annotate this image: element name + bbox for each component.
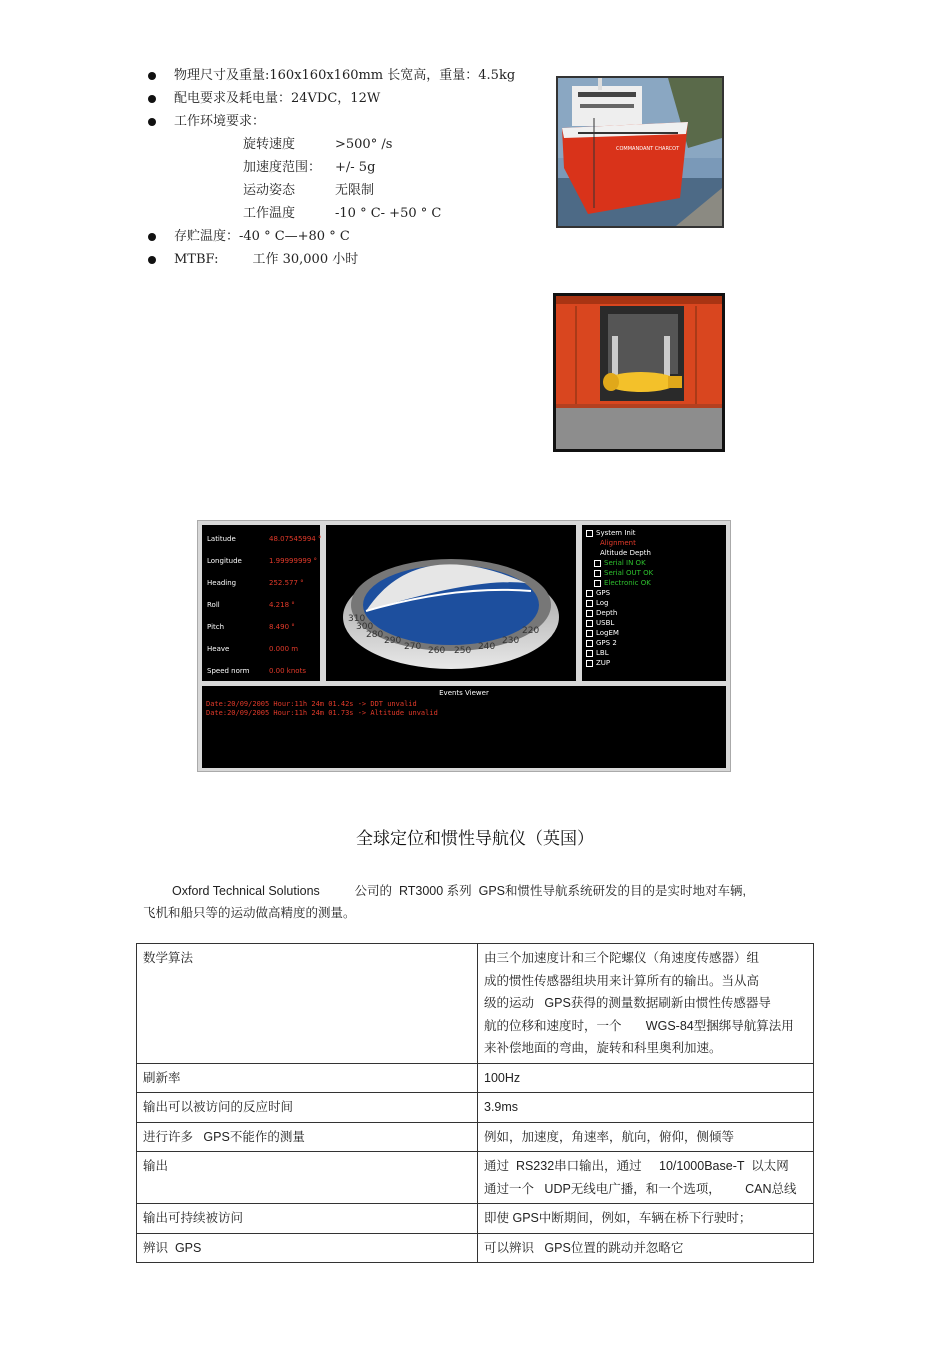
table-row bbox=[137, 944, 814, 1064]
events-viewer-title: Events Viewer bbox=[439, 689, 489, 697]
env-rotation: 旋转速度 >500° /s bbox=[243, 137, 393, 152]
table-cell-label: 进行许多 GPS不能作的测量 bbox=[137, 1122, 478, 1152]
intro-line-1: Oxford Technical Solutions 公司的 RT3000 系列 GPS和惯性导航系统研发的目的是实时地对车辆, bbox=[172, 884, 746, 898]
bullet-icon bbox=[148, 95, 156, 103]
table-cell-value: 例如，加速度，角速率，航向，俯仰，侧倾等 bbox=[478, 1122, 814, 1152]
tree-item-log[interactable]: Log bbox=[586, 599, 609, 607]
event-line: Date:20/09/2005 Hour:11h 24m 01.73s -> Altitude unvalid bbox=[206, 709, 438, 717]
checkbox-icon bbox=[586, 610, 593, 617]
table-row bbox=[137, 1152, 814, 1204]
compass-tick-label: 300 bbox=[356, 622, 374, 632]
section-title: 全球定位和惯性导航仪（英国） bbox=[356, 829, 594, 849]
readout-roll: Roll 4.218 ° bbox=[207, 601, 295, 609]
spec-storage: 存贮温度：-40 ° C—+80 ° C bbox=[148, 225, 350, 244]
compass-tick-label: 280 bbox=[366, 630, 384, 640]
tree-item-usbl[interactable]: USBL bbox=[586, 619, 614, 627]
tree-item-lbl[interactable]: LBL bbox=[586, 649, 609, 657]
table-cell-label: 刷新率 bbox=[137, 1063, 478, 1093]
readout-heave: Heave 0.000 m bbox=[207, 645, 299, 653]
compass-tick-label: 270 bbox=[404, 642, 422, 652]
checkbox-icon bbox=[594, 580, 601, 587]
tree-item-serial-in[interactable]: Serial IN OK bbox=[594, 559, 646, 567]
spec-table bbox=[136, 943, 814, 1263]
checkbox-icon bbox=[594, 570, 601, 577]
readout-speed-norm: Speed norm 0.00 knots bbox=[207, 667, 306, 675]
readouts-panel bbox=[202, 525, 320, 681]
navigation-software-screenshot bbox=[197, 520, 731, 772]
tree-item-serial-out[interactable]: Serial OUT OK bbox=[594, 569, 653, 577]
checkbox-icon bbox=[594, 560, 601, 567]
readout-longitude: Longitude 1.99999999 ° bbox=[207, 557, 318, 565]
spec-power: 配电要求及耗电量：24VDC，12W bbox=[148, 87, 380, 106]
compass-tick-label: 240 bbox=[478, 642, 496, 652]
checkbox-icon bbox=[586, 640, 593, 647]
readout-pitch: Pitch 8.490 ° bbox=[207, 623, 295, 631]
table-cell-label: 辨识 GPS bbox=[137, 1233, 478, 1263]
checkbox-icon bbox=[586, 600, 593, 607]
compass-tick-label: 310 bbox=[348, 614, 366, 624]
table-row bbox=[137, 1233, 814, 1263]
table-row bbox=[137, 1093, 814, 1123]
table-cell-value: 即使 GPS中断期间，例如，车辆在桥下行驶时； bbox=[478, 1204, 814, 1234]
table-cell-label: 数学算法 bbox=[137, 944, 478, 1064]
tree-item-alignment[interactable]: Alignment bbox=[600, 539, 636, 547]
env-motion: 运动姿态 无限制 bbox=[243, 183, 375, 198]
table-cell-label: 输出可持续被访问 bbox=[137, 1204, 478, 1234]
spec-environment: 工作环境要求： bbox=[148, 110, 265, 129]
readout-heading: Heading 252.577 ° bbox=[207, 579, 304, 587]
tree-item-logem[interactable]: LogEM bbox=[586, 629, 619, 637]
table-cell-value: 由三个加速度计和三个陀螺仪（角速度传感器）组 成的惯性传感器组块用来计算所有的输出。当从高 级的运动 GPS获得的测量数据刷新由惯性传感器导 航的位移和速度时，一个 WGS-84型捆绑导航算法用 来补偿地面的弯曲，旋转和科里奥利加速。 bbox=[478, 944, 814, 1064]
bullet-icon bbox=[148, 118, 156, 126]
compass-tick-label: 230 bbox=[502, 636, 520, 646]
bullet-icon bbox=[148, 256, 156, 264]
env-acceleration: 加速度范围： +/- 5g bbox=[243, 160, 376, 175]
ship-image bbox=[558, 78, 722, 226]
compass-tick-label: 260 bbox=[428, 646, 446, 656]
checkbox-icon bbox=[586, 530, 593, 537]
event-line: Date:20/09/2005 Hour:11h 24m 01.42s -> DDT unvalid bbox=[206, 700, 417, 708]
table-cell-label: 输出可以被访问的反应时间 bbox=[137, 1093, 478, 1123]
submersible-image bbox=[556, 296, 722, 449]
table-row bbox=[137, 1122, 814, 1152]
bullet-icon bbox=[148, 233, 156, 241]
attitude-compass bbox=[326, 525, 576, 681]
compass-tick-label: 250 bbox=[454, 646, 472, 656]
checkbox-icon bbox=[586, 620, 593, 627]
tree-item-depth[interactable]: Depth bbox=[586, 609, 617, 617]
tree-item-gps[interactable]: GPS bbox=[586, 589, 610, 597]
tree-item-system-init[interactable]: System Init bbox=[586, 529, 636, 537]
spec-size-weight: 物理尺寸及重量:160x160x160mm 长宽高，重量：4.5kg bbox=[148, 64, 515, 83]
tree-item-altitude-depth[interactable]: Altitude Depth bbox=[600, 549, 651, 557]
tree-item-gps2[interactable]: GPS 2 bbox=[586, 639, 617, 647]
tree-item-electronic[interactable]: Electronic OK bbox=[594, 579, 651, 587]
table-cell-label: 输出 bbox=[137, 1152, 478, 1204]
intro-line-2: 飞机和船只等的运动做高精度的测量。 bbox=[143, 906, 356, 920]
bullet-icon bbox=[148, 72, 156, 80]
system-status-tree bbox=[582, 525, 726, 681]
compass-tick-label: 220 bbox=[522, 626, 540, 636]
submersible-photo bbox=[553, 293, 725, 452]
checkbox-icon bbox=[586, 590, 593, 597]
checkbox-icon bbox=[586, 630, 593, 637]
checkbox-icon bbox=[586, 650, 593, 657]
table-cell-value: 可以辨识 GPS位置的跳动并忽略它 bbox=[478, 1233, 814, 1263]
checkbox-icon bbox=[586, 660, 593, 667]
env-temperature: 工作温度 -10 ° C- +50 ° C bbox=[243, 206, 442, 221]
table-row bbox=[137, 1063, 814, 1093]
readout-latitude: Latitude 48.07545994 ° bbox=[207, 535, 322, 543]
ship-photo bbox=[556, 76, 724, 228]
table-row bbox=[137, 1204, 814, 1234]
events-viewer bbox=[202, 686, 726, 768]
tree-item-zup[interactable]: ZUP bbox=[586, 659, 610, 667]
compass-tick-label: 290 bbox=[384, 636, 402, 646]
table-cell-value: 100Hz bbox=[478, 1063, 814, 1093]
table-cell-value: 3.9ms bbox=[478, 1093, 814, 1123]
ship-hull-name: COMMANDANT CHARCOT bbox=[616, 146, 680, 152]
attitude-compass-panel bbox=[326, 525, 576, 681]
spec-mtbf: MTBF: 工作 30,000 小时 bbox=[148, 248, 358, 267]
table-cell-value: 通过 RS232串口输出，通过 10/1000Base-T 以太网 通过一个 UDP无线电广播，和一个选项， CAN总线 bbox=[478, 1152, 814, 1204]
